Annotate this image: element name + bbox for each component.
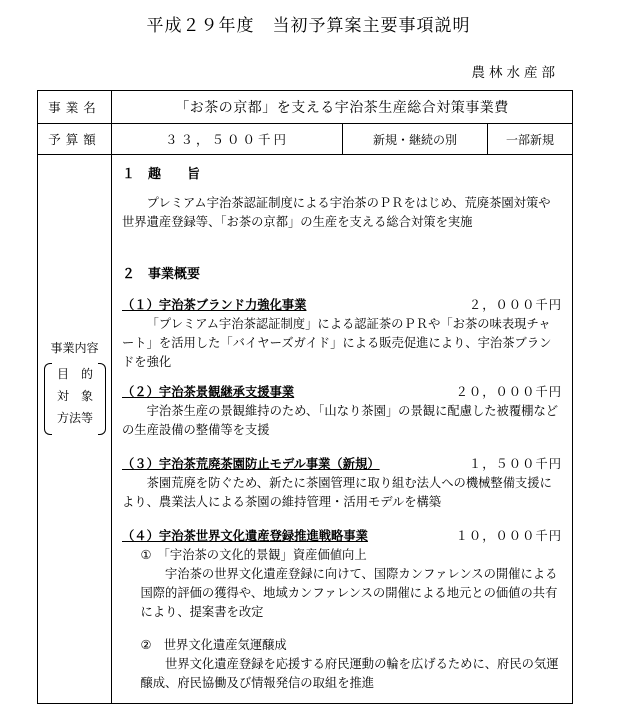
section-1-title: １ 趣 旨 [122, 167, 201, 182]
purpose-line: 方法等 [56, 411, 93, 425]
item-2-title: （２）宇治茶景観継承支援事業 [122, 385, 295, 399]
item-1-title: （１）宇治茶ブランド力強化事業 [122, 298, 307, 312]
purpose-bracket [44, 363, 106, 435]
item-4-title: （４）宇治茶世界文化遺産登録推進戦略事業 [122, 529, 368, 543]
section-1-text: プレミアム宇治茶認証制度による宇治茶のＰＲをはじめ、荒廃茶園対策や世界遺産登録等、「お茶の京都」の生産を支える総合対策を実施 [122, 196, 551, 229]
sub-item-1-text: 宇治茶の世界文化遺産登録に向けて、国際カンファレンスの開催による国際的評価の獲得や、地域カンファレンスの開催による地元との価値の共有により、提案書を改定 [140, 567, 558, 619]
content-cell [112, 155, 573, 704]
item-2-amount: ２０，０００千円 [455, 385, 562, 399]
item-3-text: 茶園荒廃を防ぐため、新たに茶園管理に取り組む法人への機械整備支援により、農業法人による茶園の維持管理・活用モデルを構築 [122, 476, 552, 509]
content-label-cell [38, 155, 112, 704]
budget-value: ３３，５００千円 [112, 124, 343, 155]
item-1-header [122, 296, 562, 315]
item-4-header [122, 527, 562, 546]
item-3-header [122, 455, 562, 474]
project-name-value: 「お茶の京都」を支える宇治茶生産総合対策事業費 [112, 91, 573, 124]
sub-item-1-title: ① 「宇治茶の文化的景観」資産価値向上 [140, 548, 367, 562]
purpose-line: 対 象 [56, 389, 93, 403]
budget-label: 予算額 [38, 124, 112, 155]
department-name: 農林水産部 [471, 65, 559, 81]
page-title: 平成２９年度 当初予算案主要事項説明 [146, 16, 471, 36]
sub-item-2-title: ② 世界文化遺産気運醸成 [140, 638, 287, 652]
item-2-text: 宇治茶生産の景観維持のため、「山なり茶園」の景観に配慮した被覆棚などの生産設備の整備等を支援 [122, 404, 559, 437]
section-2-title: ２ 事業概要 [122, 267, 201, 282]
project-table [37, 90, 573, 704]
type-value: 一部新規 [488, 124, 573, 155]
content-label: 事業内容 [50, 341, 99, 355]
item-3-amount: １，５００千円 [468, 457, 562, 471]
item-2-header [122, 383, 562, 402]
item-1-text: 「プレミアム宇治茶認証制度」による認証茶のＰＲや「お茶の味表現チャート」を活用した「バイヤーズガイド」による販売促進により、宇治茶ブランドを強化 [122, 317, 552, 369]
purpose-line: 目 的 [56, 367, 93, 381]
type-label: 新規・継続の別 [343, 124, 488, 155]
item-4-amount: １０，０００千円 [455, 529, 562, 543]
item-1-amount: ２，０００千円 [468, 298, 562, 312]
sub-item-2-text: 世界文化遺産登録を応援する府民運動の輪を広げるために、府民の気運醸成、府民協働及び情報発信の取組を推進 [140, 657, 559, 690]
item-3-title: （３）宇治茶荒廃茶園防止モデル事業（新規） [122, 457, 380, 471]
project-name-label: 事業名 [38, 91, 112, 124]
